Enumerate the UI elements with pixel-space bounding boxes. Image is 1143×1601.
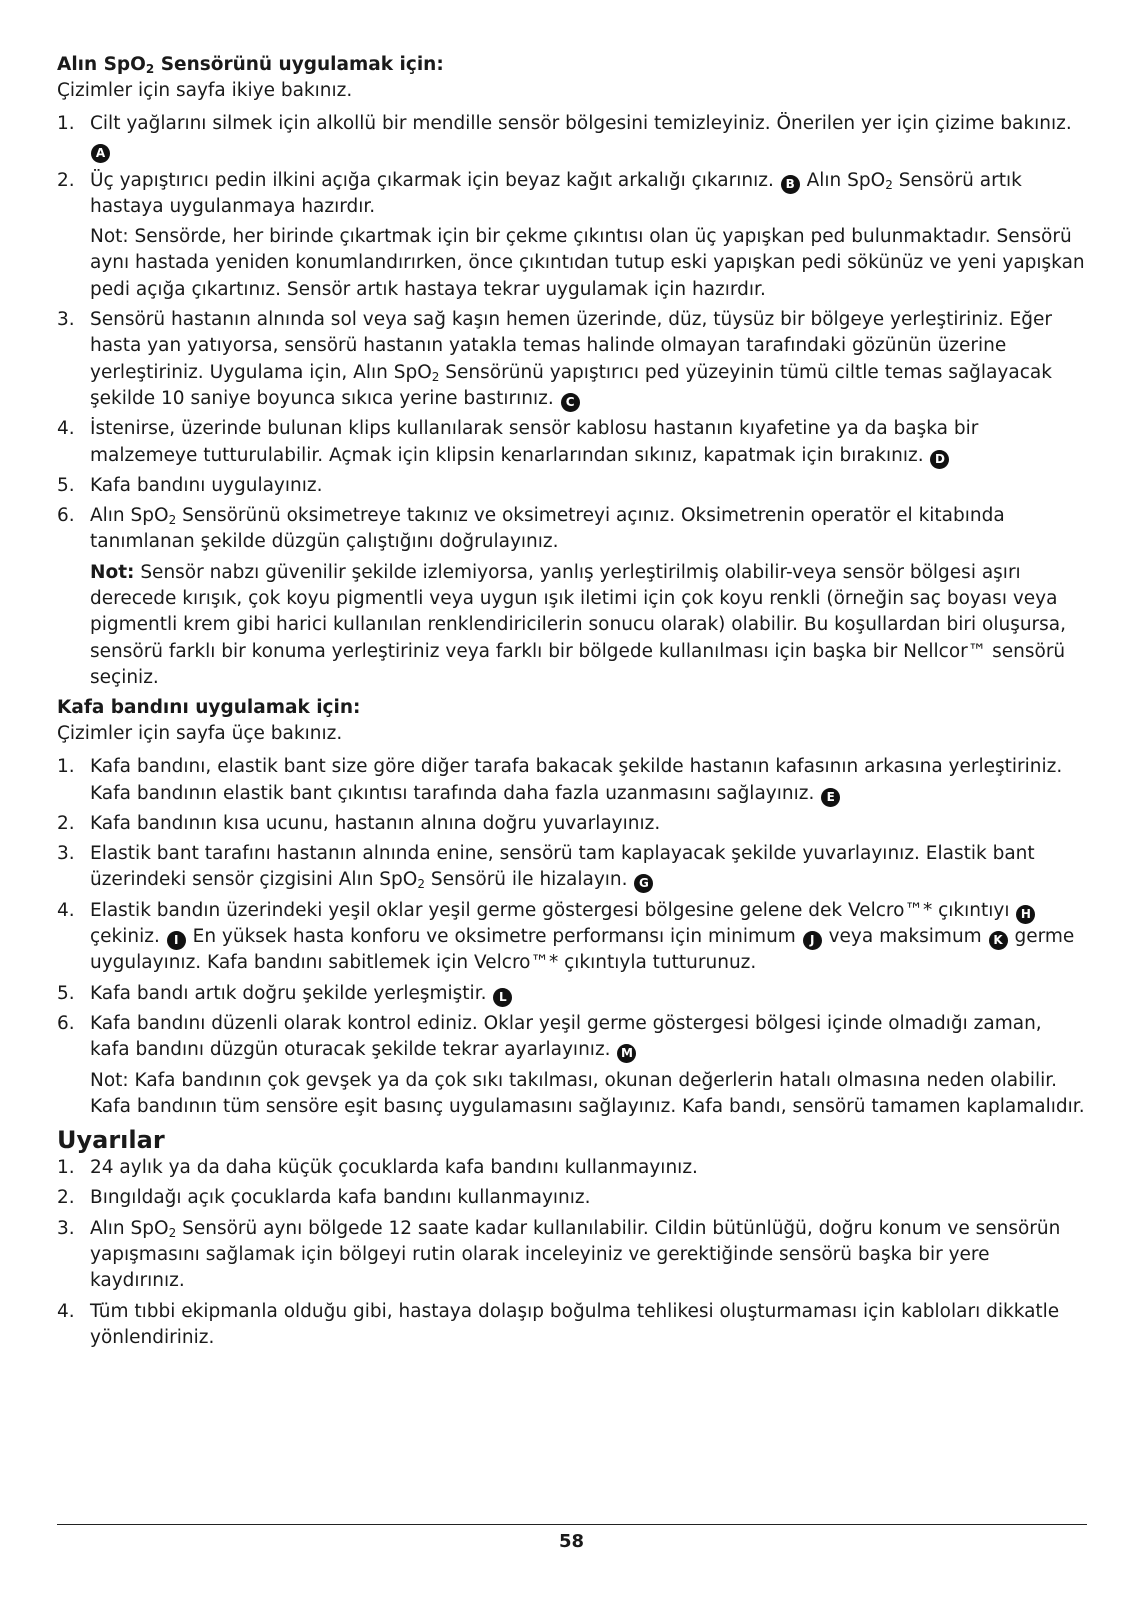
list-item: [57, 811, 1087, 837]
item-text: Sensörünü yapıştırıcı ped yüzeyinin tümü ciltle temas sağlayacak şekilde 10 saniye boyunca sıkıca yerine bastırınız.: [90, 361, 1052, 409]
list-item: [57, 898, 1087, 977]
item-number: 5.: [57, 474, 75, 496]
figure-ref-badge: E: [821, 788, 840, 807]
note-paragraph: Not: Kafa bandının çok gevşek ya da çok sıkı takılması, okunan değerlerin hatalı olmasına neden olabilir. Kafa bandının tüm sensöre eşit basınç uygulamasını sağlayınız. Kafa bandı, sensörü tamamen kaplamalıdır.: [90, 1069, 1085, 1117]
item-text: Tüm tıbbi ekipmanla olduğu gibi, hastaya dolaşıp boğulma tehlikesi oluşturmaması için kabloları dikkatle yönlendiriniz.: [90, 1300, 1060, 1348]
warnings-heading: Uyarılar: [57, 1126, 165, 1155]
steps-list-headband: [57, 754, 1087, 1063]
section-subtitle: Çizimler için sayfa ikiye bakınız.: [57, 80, 353, 101]
item-number: 1.: [57, 756, 75, 778]
subscript: 2: [168, 1225, 177, 1240]
item-text: Sensörünü oksimetreye takınız ve oksimetreyi açınız. Oksimetrenin operatör el kitabında tanımlanan şekilde düzgün çalıştığını doğrulayınız.: [90, 505, 1005, 553]
item-number: 2.: [57, 169, 75, 191]
heading-text: Sensörünü uygulamak için:: [154, 54, 444, 75]
list-item: [57, 307, 1087, 412]
subscript: 2: [417, 877, 425, 892]
item-text: İstenirse, üzerinde bulunan klips kullanılarak sensör kablosu hastanın kıyafetine ya da başka bir malzemeye tutturulabilir. Açmak için klipsin kenarlarından sıkınız, kapatmak için bırakınız.: [90, 418, 979, 466]
item-number: 1.: [57, 113, 75, 134]
item-text: 24 aylık ya da daha küçük çocuklarda kafa bandını kullanmayınız.: [90, 1157, 698, 1179]
item-text: Kafa bandını uygulayınız.: [90, 474, 323, 496]
item-text: Alın SpO: [800, 169, 886, 191]
steps-list-sensor-cont: [57, 307, 1087, 556]
steps-list-sensor: [57, 111, 1087, 220]
document-page: [57, 52, 1087, 1355]
item-text: Üç yapıştırıcı pedin ilkini açığa çıkarmak için beyaz kağıt arkalığı çıkarınız.: [90, 169, 780, 191]
item-number: 1.: [57, 1157, 75, 1179]
list-item: [57, 754, 1087, 807]
warnings-list: [57, 1155, 1087, 1351]
figure-ref-badge: J: [803, 931, 822, 950]
figure-ref-badge: D: [930, 450, 949, 469]
list-item: [57, 1216, 1087, 1295]
item-text: Alın SpO: [90, 1217, 169, 1239]
item-text: Sensörü hastanın alnında sol veya sağ kaşın hemen üzerinde, düz, tüysüz bir bölgeye yerleştiriniz. Eğer hasta yan yatıyorsa, sensörü hastanın yatakla temas halinde olmayan tarafındaki gözünün üzerine yerleştiriniz. Uygulama için, Alın SpO: [90, 309, 1052, 383]
item-number: 2.: [57, 1187, 75, 1209]
item-text: Elastik bant tarafını hastanın alnında enine, sensörü tam kaplayacak şekilde yuvarlayınız. Elastik bant üzerindeki sensör çizgisini Alın SpO: [90, 843, 1035, 891]
item-text: Cilt yağlarını silmek için alkollü bir mendille sensör bölgesini temizleyiniz. Önerilen yer için çizime bakınız.: [90, 113, 1072, 134]
subscript: 2: [145, 62, 155, 76]
item-number: 3.: [57, 1217, 75, 1239]
item-number: 5.: [57, 982, 75, 1004]
figure-ref-badge: I: [167, 931, 186, 950]
item-number: 3.: [57, 309, 75, 331]
note-label: Not:: [90, 561, 135, 583]
item-text: veya maksimum: [822, 926, 988, 948]
subscript: 2: [431, 369, 440, 384]
heading-text: Alın SpO: [57, 54, 146, 75]
list-item: [57, 981, 1087, 1007]
page-number: 58: [558, 1531, 585, 1552]
item-text: Kafa bandı artık doğru şekilde yerleşmiştir.: [90, 982, 493, 1004]
list-item: [57, 416, 1087, 469]
figure-ref-badge: A: [91, 144, 110, 163]
figure-ref-badge: B: [781, 175, 800, 194]
list-item: [57, 841, 1087, 894]
item-text: Sensörü artık hastaya uygulanmaya hazırdır.: [90, 169, 1022, 217]
subscript: 2: [168, 513, 177, 528]
list-item: [57, 111, 1087, 164]
item-text: Bıngıldağı açık çocuklarda kafa bandını kullanmayınız.: [90, 1187, 591, 1209]
item-number: 2.: [57, 812, 75, 834]
figure-ref-badge: M: [617, 1044, 636, 1063]
figure-ref-badge: H: [1016, 905, 1035, 924]
figure-ref-badge: C: [561, 393, 580, 412]
item-number: 6.: [57, 1012, 75, 1034]
item-number: 6.: [57, 505, 75, 527]
figure-ref-badge: G: [634, 874, 653, 893]
item-number: 4.: [57, 418, 75, 440]
note-paragraph: [57, 560, 1087, 691]
section-heading-headband: Kafa bandını uygulamak için:: [57, 697, 361, 719]
list-item: [57, 1299, 1087, 1352]
subscript: 2: [885, 177, 893, 192]
item-text: Kafa bandını düzenli olarak kontrol ediniz. Oklar yeşil germe göstergesi bölgesi içinde olmadığı zaman, kafa bandını düzgün oturacak şekilde tekrar ayarlayınız.: [90, 1012, 1042, 1061]
item-text: Sensörü ile hizalayın.: [425, 869, 634, 891]
item-number: 4.: [57, 1300, 75, 1322]
note-paragraph: Not: Sensörde, her birinde çıkartmak için bir çekme çıkıntısı olan üç yapışkan ped bulunmaktadır. Sensörü aynı hastada yeniden konumlandırırken, önce çıkıntıdan tutup eski yapışkan pedi sökünüz ve yeni yapışkan pedi açığa çıkartınız. Sensör artık hastaya tekrar uygulamak için hazırdır.: [90, 226, 1085, 300]
item-text: Sensörü aynı bölgede 12 saate kadar kullanılabilir. Cildin bütünlüğü, doğru konum ve sensörün yapışmasını sağlamak için bölgeyi rutin olarak inceleyiniz ve gerektiğinde sensörü başka bir yere kaydırınız.: [90, 1217, 1061, 1292]
item-text: Alın SpO: [90, 505, 169, 527]
list-item: [57, 1011, 1087, 1064]
section-subtitle: Çizimler için sayfa üçe bakınız.: [57, 723, 343, 745]
list-item: [57, 1155, 1087, 1181]
item-text: germe uygulayınız. Kafa bandını sabitlemek için Velcro™* çıkıntıyla tutturunuz.: [90, 926, 1075, 974]
footer-divider: [57, 1524, 1087, 1525]
item-text: Kafa bandının kısa ucunu, hastanın alnına doğru yuvarlayınız.: [90, 812, 661, 834]
item-text: Kafa bandını, elastik bant size göre diğer tarafa bakacak şekilde hastanın kafasının arkasına yerleştiriniz. Kafa bandının elastik bant çıkıntısı tarafında daha fazla uzanmasını sağlayınız.: [90, 756, 1063, 804]
list-item: [57, 168, 1087, 221]
item-text: En yüksek hasta konforu ve oksimetre performansı için minimum: [186, 926, 802, 948]
note-text: Sensör nabzı güvenilir şekilde izlemiyorsa, yanlış yerleştirilmiş olabilir-veya sensör bölgesi aşırı derecede kırışık, çok koyu pigmentli veya uygun ışık iletimi için çok koyu renkli (örneğin saç boyası veya pigmentli krem gibi harici kullanılan renklendiricilerin sonucu olarak) olabilir. Bu koşullardan biri oluşursa, sensörü farklı bir konuma yerleştiriniz veya farklı bir bölgede kullanılması için başka bir Nellcor™ sensörü seçiniz.: [90, 561, 1067, 688]
list-item: [57, 1185, 1087, 1211]
item-number: 4.: [57, 899, 75, 921]
item-text: Elastik bandın üzerindeki yeşil oklar yeşil germe göstergesi bölgesine gelene dek Velcro™* çıkıntıyı: [90, 899, 1016, 921]
list-item: [57, 473, 1087, 499]
item-text: çekiniz.: [90, 926, 166, 948]
list-item: [57, 503, 1087, 556]
item-number: 3.: [57, 843, 75, 865]
figure-ref-badge: L: [493, 988, 512, 1007]
figure-ref-badge: K: [989, 931, 1008, 950]
section-heading-forehead-sensor: [57, 52, 1087, 78]
